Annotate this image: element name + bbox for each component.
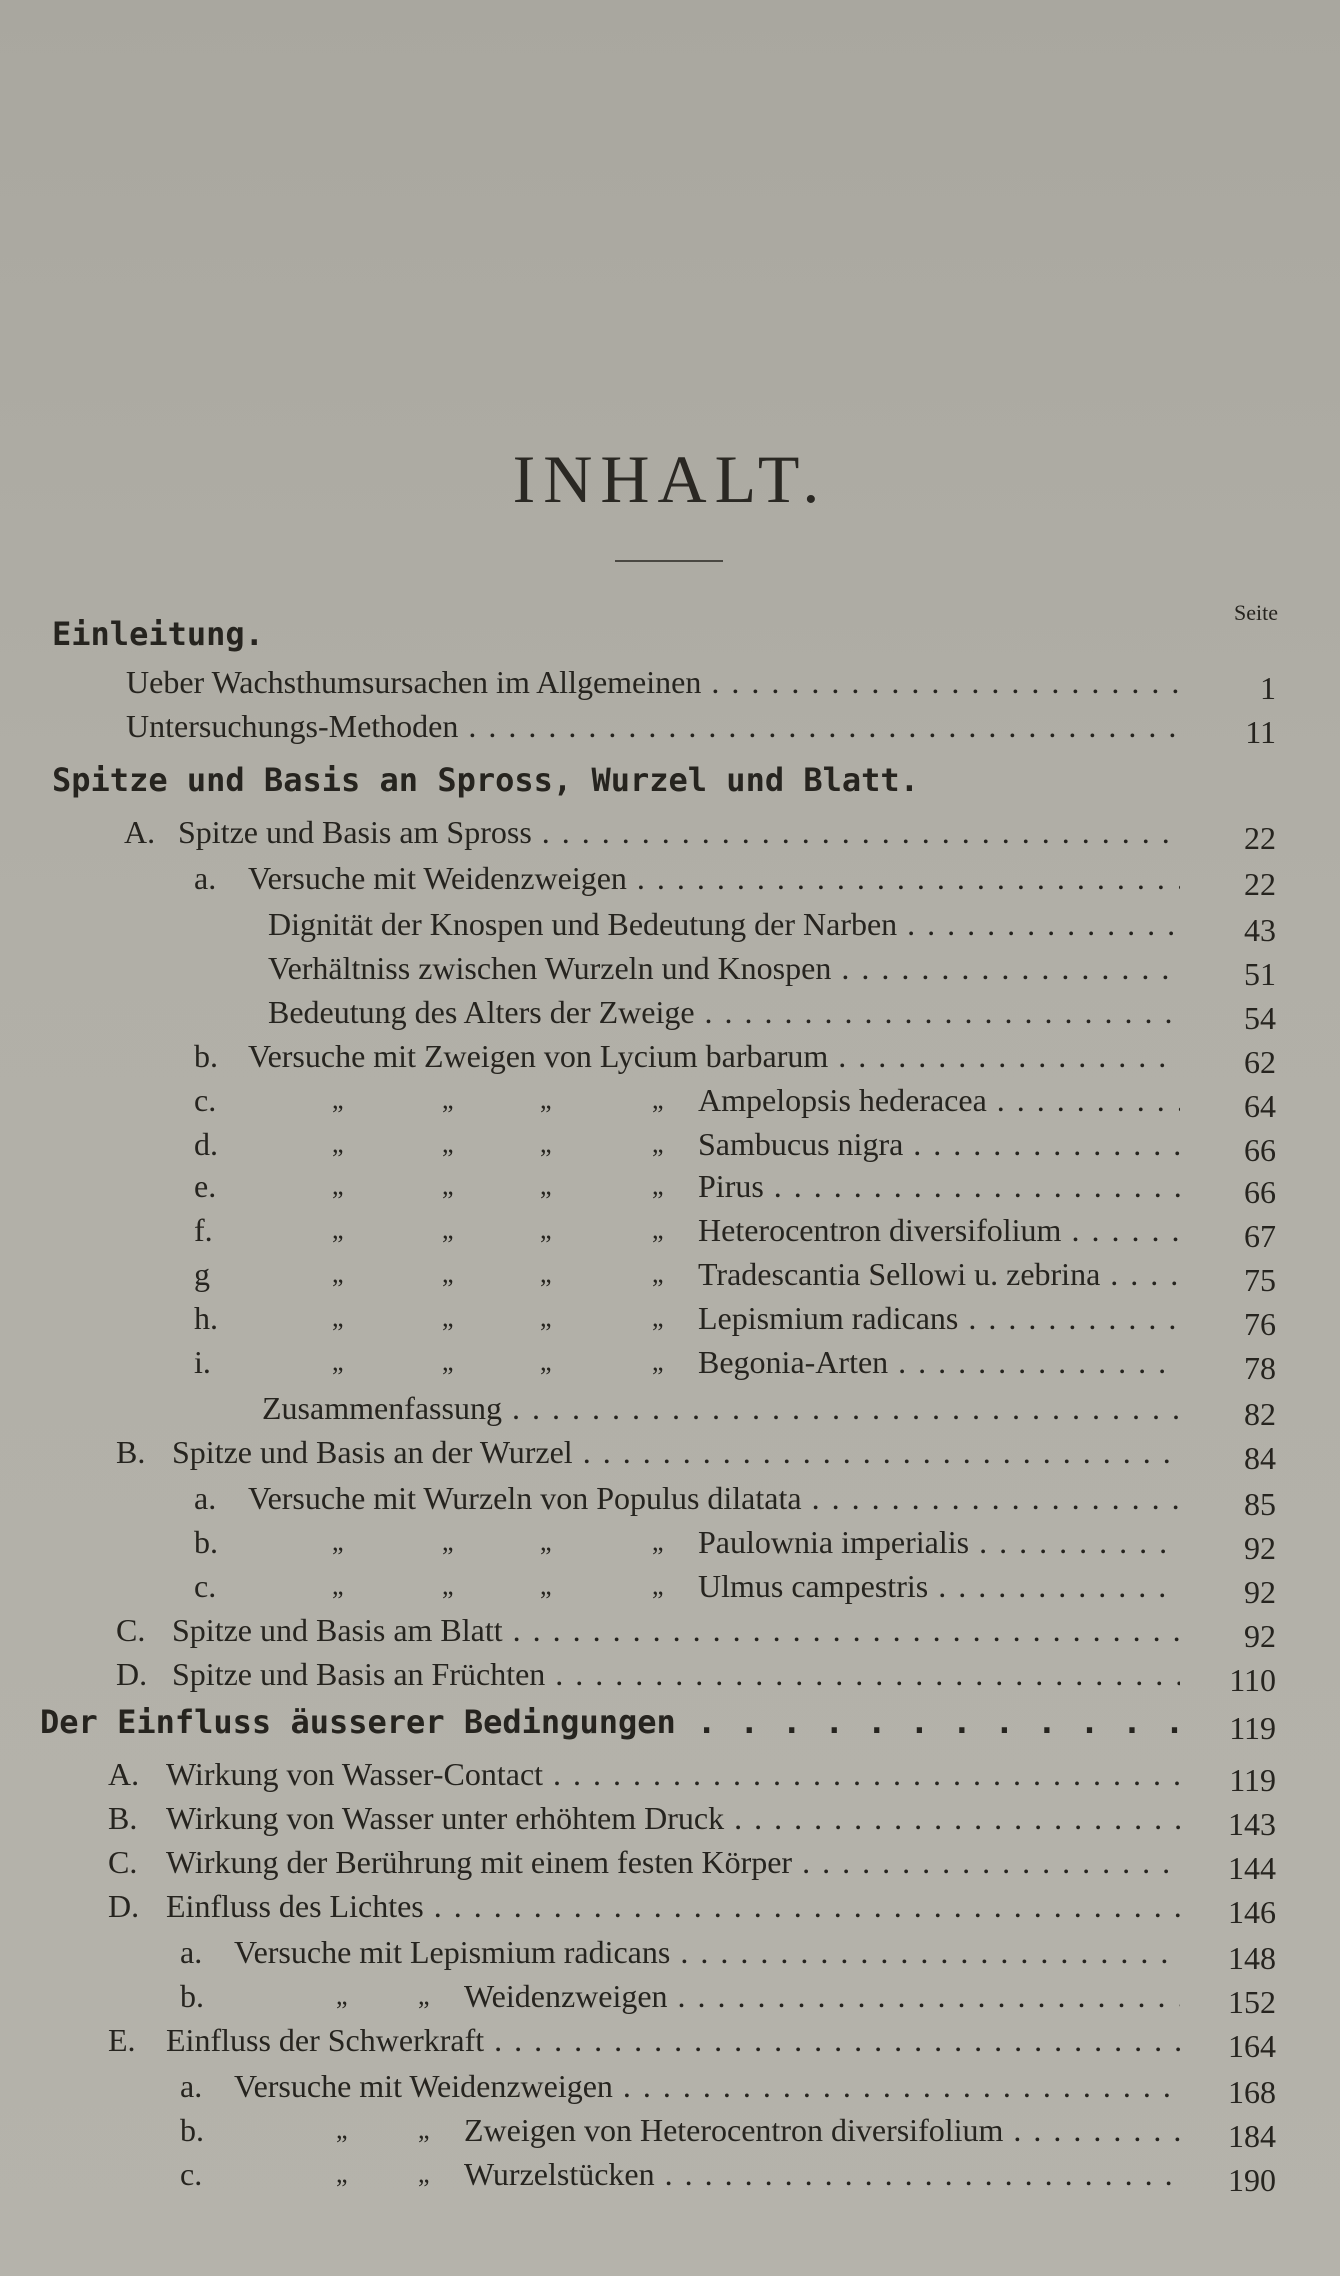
toc-entry-page: 78 [1244,1350,1276,1386]
toc-entry-letter: e. [194,1168,217,1204]
toc-entry-text-area [172,1608,1180,1652]
toc-entry-letter: h. [194,1300,218,1336]
toc-entry-page: 54 [1244,1000,1276,1036]
toc-entry [0,1164,1340,1208]
toc-entry-text-area [166,2018,1180,2062]
toc-entry-text-area [698,1296,1180,1340]
toc-entry-text-area [52,758,1180,802]
toc-entry-letter: A. [124,814,156,850]
toc-entry-letter: B. [116,1434,146,1470]
toc-entry-text-area [698,1208,1180,1252]
ditto-mark: „ [332,1129,344,1158]
toc-entry-text-area [698,1564,1180,1608]
toc-entry-letter: g [194,1256,210,1292]
toc-entry-page: 67 [1244,1218,1276,1254]
ditto-mark: „ [540,1259,552,1288]
toc-entry-text-area [464,1974,1180,2018]
toc-entry-title: Wirkung von Wasser unter erhöhtem Druck . . . [166,1796,1180,1840]
toc-entry-title: Einfluss des Lichtes . . . [166,1884,1180,1928]
toc-entry [0,1386,1340,1430]
toc-entry-letter: i. [194,1344,211,1380]
toc-entry-text-area [268,902,1180,946]
toc-entry-page: 92 [1244,1618,1276,1654]
toc-entry [0,1476,1340,1520]
toc-entry-letter: b. [194,1038,218,1074]
toc-entry-title: Einleitung. [52,615,264,653]
toc-entry-letter: b. [194,1524,218,1560]
toc-entry [0,1930,1340,1974]
toc-entry-title: Lepismium radicans . . . [698,1296,1180,1340]
toc-entry-page: 43 [1244,912,1276,948]
ditto-mark: „ [540,1527,552,1556]
toc-entry-page: 110 [1229,1662,1276,1698]
ditto-mark: „ [540,1347,552,1376]
toc-entry [0,758,1340,802]
ditto-mark: „ [336,1981,348,2010]
toc-entry-page: 76 [1244,1306,1276,1342]
toc-entry [0,660,1340,704]
toc-entry-title: Bedeutung des Alters der Zweige . . . [268,990,1180,1034]
toc-entry [0,902,1340,946]
toc-entry-title: Heterocentron diversifolium . . . [698,1208,1180,1252]
toc-entry-letter: f. [194,1212,213,1248]
title-rule [615,560,723,562]
toc-entry-text-area [234,1930,1180,1974]
toc-entry [0,1122,1340,1166]
toc-entry-page: 164 [1228,2028,1276,2064]
toc-entry [0,1430,1340,1474]
toc-entry-text-area [52,612,1180,656]
toc-entry [0,810,1340,854]
toc-entry-page: 184 [1228,2118,1276,2154]
ditto-mark: „ [336,2115,348,2144]
toc-entry-title: Spitze und Basis an der Wurzel . . . [172,1430,1180,1474]
toc-entry [0,612,1340,656]
ditto-mark: „ [652,1215,664,1244]
toc-entry-page: 190 [1228,2162,1276,2198]
toc-entry [0,1884,1340,1928]
toc-entry-letter: c. [194,1568,217,1604]
toc-entry-text-area [178,810,1180,854]
toc-entry-text-area [698,1164,1180,1208]
toc-entry-letter: d. [194,1126,218,1162]
toc-entry-title: Der Einfluss äusserer Bedingungen . . . [40,1700,1180,1744]
ditto-mark: „ [652,1527,664,1556]
toc-entry-title: Versuche mit Weidenzweigen . . . [234,2064,1180,2108]
toc-entry-page: 143 [1228,1806,1276,1842]
ditto-mark: „ [652,1129,664,1158]
toc-entry [0,1840,1340,1884]
toc-entry-letter: c. [180,2156,203,2192]
toc-entry [0,1034,1340,1078]
toc-entry [0,2152,1340,2196]
toc-entry-letter: D. [116,1656,148,1692]
toc-entry-text-area [698,1520,1180,1564]
toc-entry-text-area [126,660,1180,704]
toc-entry-title: Wirkung von Wasser-Contact . . . [166,1752,1180,1796]
ditto-mark: „ [336,2159,348,2188]
ditto-mark: „ [540,1171,552,1200]
ditto-mark: „ [442,1215,454,1244]
ditto-mark: „ [332,1215,344,1244]
toc-entry-title: Versuche mit Lepismium radicans . . . [234,1930,1180,1974]
toc-entry-title: Ampelopsis hederacea . . . [698,1078,1180,1122]
toc-entry-title: Wurzelstücken . . . [464,2152,1180,2196]
toc-entry-title: Weidenzweigen . . . [464,1974,1180,2018]
toc-entry-page: 146 [1228,1894,1276,1930]
toc-entry-title: Untersuchungs-Methoden . . . [126,704,1180,748]
toc-entry-text-area [698,1122,1180,1166]
ditto-mark: „ [442,1347,454,1376]
toc-entry-page: 22 [1244,866,1276,902]
toc-entry [0,1520,1340,1564]
toc-entry-text-area [698,1340,1180,1384]
toc-entry [0,1208,1340,1252]
toc-entry-letter: C. [108,1844,138,1880]
toc-entry [0,856,1340,900]
toc-entry [0,1700,1340,1744]
toc-entry-text-area [172,1652,1180,1696]
toc-entry-text-area [166,1796,1180,1840]
toc-entry-letter: a. [180,2068,203,2104]
ditto-mark: „ [332,1347,344,1376]
ditto-mark: „ [442,1259,454,1288]
toc-entry-page: 148 [1228,1940,1276,1976]
toc-entry-text-area [166,1840,1180,1884]
ditto-mark: „ [442,1171,454,1200]
toc-entry [0,1340,1340,1384]
toc-entry-title: Versuche mit Wurzeln von Populus dilatata . . . [248,1476,1180,1520]
ditto-mark: „ [652,1171,664,1200]
toc-entry-text-area [464,2108,1180,2152]
ditto-mark: „ [332,1571,344,1600]
toc-entry-text-area [126,704,1180,748]
toc-entry [0,1252,1340,1296]
toc-entry-title: Begonia-Arten . . . [698,1340,1180,1384]
toc-entry-page: 66 [1244,1132,1276,1168]
toc-entry-letter: a. [180,1934,203,1970]
toc-entry-text-area [172,1430,1180,1474]
ditto-mark: „ [652,1259,664,1288]
toc-entry-letter: C. [116,1612,146,1648]
ditto-mark: „ [332,1085,344,1114]
toc-entry-title: Wirkung der Berührung mit einem festen Körper . . . [166,1840,1180,1884]
toc-entry [0,2018,1340,2062]
toc-entry-text-area [268,946,1180,990]
toc-entry-page: 92 [1244,1530,1276,1566]
toc-entry-title: Einfluss der Schwerkraft . . . [166,2018,1180,2062]
toc-entry-text-area [40,1700,1180,1744]
ditto-mark: „ [442,1527,454,1556]
ditto-mark: „ [652,1303,664,1332]
ditto-mark: „ [332,1527,344,1556]
toc-entry-page: 119 [1229,1710,1276,1746]
toc-entry-page: 82 [1244,1396,1276,1432]
page-column-header: Seite [1234,600,1278,625]
ditto-mark: „ [652,1347,664,1376]
ditto-mark: „ [540,1571,552,1600]
toc-entry [0,1078,1340,1122]
toc-entry [0,1296,1340,1340]
toc-entry-letter: D. [108,1888,140,1924]
toc-entry-letter: b. [180,1978,204,2014]
toc-entry-title: Ueber Wachsthumsursachen im Allgemeinen . . . [126,660,1180,704]
toc-entry-page: 51 [1244,956,1276,992]
ditto-mark: „ [332,1171,344,1200]
toc-entry-page: 144 [1228,1850,1276,1886]
toc-entry-text-area [166,1884,1180,1928]
toc-entry-letter: B. [108,1800,138,1836]
ditto-mark: „ [332,1303,344,1332]
toc-entry [0,1608,1340,1652]
toc-entry-page: 152 [1228,1984,1276,2020]
toc-entry-letter: a. [194,860,217,896]
toc-entry-title: Ulmus campestris . . . [698,1564,1180,1608]
ditto-mark: „ [540,1129,552,1158]
toc-entry-title: Pirus . . . [698,1164,1180,1208]
toc-entry-title: Versuche mit Weidenzweigen . . . [248,856,1180,900]
toc-entry-letter: b. [180,2112,204,2148]
ditto-mark: „ [442,1571,454,1600]
toc-entry-text-area [248,856,1180,900]
toc-entry-title: Paulownia imperialis . . . [698,1520,1180,1564]
ditto-mark: „ [540,1303,552,1332]
ditto-mark: „ [442,1085,454,1114]
ditto-mark: „ [418,1981,430,2010]
toc-entry [0,2064,1340,2108]
toc-entry [0,704,1340,748]
toc-entry-letter: a. [194,1480,217,1516]
toc-entry-page: 92 [1244,1574,1276,1610]
toc-entry-page: 85 [1244,1486,1276,1522]
ditto-mark: „ [442,1129,454,1158]
ditto-mark: „ [418,2115,430,2144]
toc-entry [0,1752,1340,1796]
toc-entry-text-area [234,2064,1180,2108]
toc-entry-letter: c. [194,1082,217,1118]
toc-entry [0,2108,1340,2152]
ditto-mark: „ [540,1215,552,1244]
toc-entry-page: 62 [1244,1044,1276,1080]
toc-entry-text-area [268,990,1180,1034]
toc-entry [0,990,1340,1034]
toc-entry-letter: E. [108,2022,136,2058]
toc-entry-title: Sambucus nigra . . . [698,1122,1180,1166]
ditto-mark: „ [652,1571,664,1600]
toc-entry-title: Verhältniss zwischen Wurzeln und Knospen . . . [268,946,1180,990]
toc-entry-title: Zusammenfassung . . . [262,1386,1180,1430]
toc-entry-page: 84 [1244,1440,1276,1476]
toc-entry-text-area [698,1078,1180,1122]
toc-entry [0,1974,1340,2018]
toc-entry-page: 75 [1244,1262,1276,1298]
toc-entry-title: Tradescantia Sellowi u. zebrina . . . [698,1252,1180,1296]
toc-entry-page: 64 [1244,1088,1276,1124]
toc-entry [0,1796,1340,1840]
toc-entry-title: Spitze und Basis an Spross, Wurzel und Blatt. [52,761,919,799]
toc-entry-page: 1 [1260,670,1276,706]
toc-entry-text-area [166,1752,1180,1796]
toc-entry-title: Spitze und Basis an Früchten . . . [172,1652,1180,1696]
toc-entry-text-area [464,2152,1180,2196]
toc-entry-letter: A. [108,1756,140,1792]
toc-entry-title: Dignität der Knospen und Bedeutung der Narben . . . [268,902,1180,946]
toc-entry [0,946,1340,990]
toc-entry-text-area [248,1476,1180,1520]
ditto-mark: „ [332,1259,344,1288]
toc-entry-page: 119 [1229,1762,1276,1798]
toc-entry-page: 66 [1244,1174,1276,1210]
toc-entry-title: Versuche mit Zweigen von Lycium barbarum . . . [248,1034,1180,1078]
toc-entry-title: Spitze und Basis am Spross . . . [178,810,1180,854]
ditto-mark: „ [442,1303,454,1332]
page-title: INHALT. [512,441,828,517]
toc-entry [0,1652,1340,1696]
toc-entry-title: Spitze und Basis am Blatt . . . [172,1608,1180,1652]
toc-entry-text-area [248,1034,1180,1078]
toc-entry-text-area [262,1386,1180,1430]
toc-entry-page: 11 [1245,714,1276,750]
toc-entry [0,1564,1340,1608]
toc-entry-page: 168 [1228,2074,1276,2110]
ditto-mark: „ [418,2159,430,2188]
ditto-mark: „ [652,1085,664,1114]
toc-entry-text-area [698,1252,1180,1296]
toc-entry-title: Zweigen von Heterocentron diversifolium . . . [464,2108,1180,2152]
ditto-mark: „ [540,1085,552,1114]
toc-entry-page: 22 [1244,820,1276,856]
